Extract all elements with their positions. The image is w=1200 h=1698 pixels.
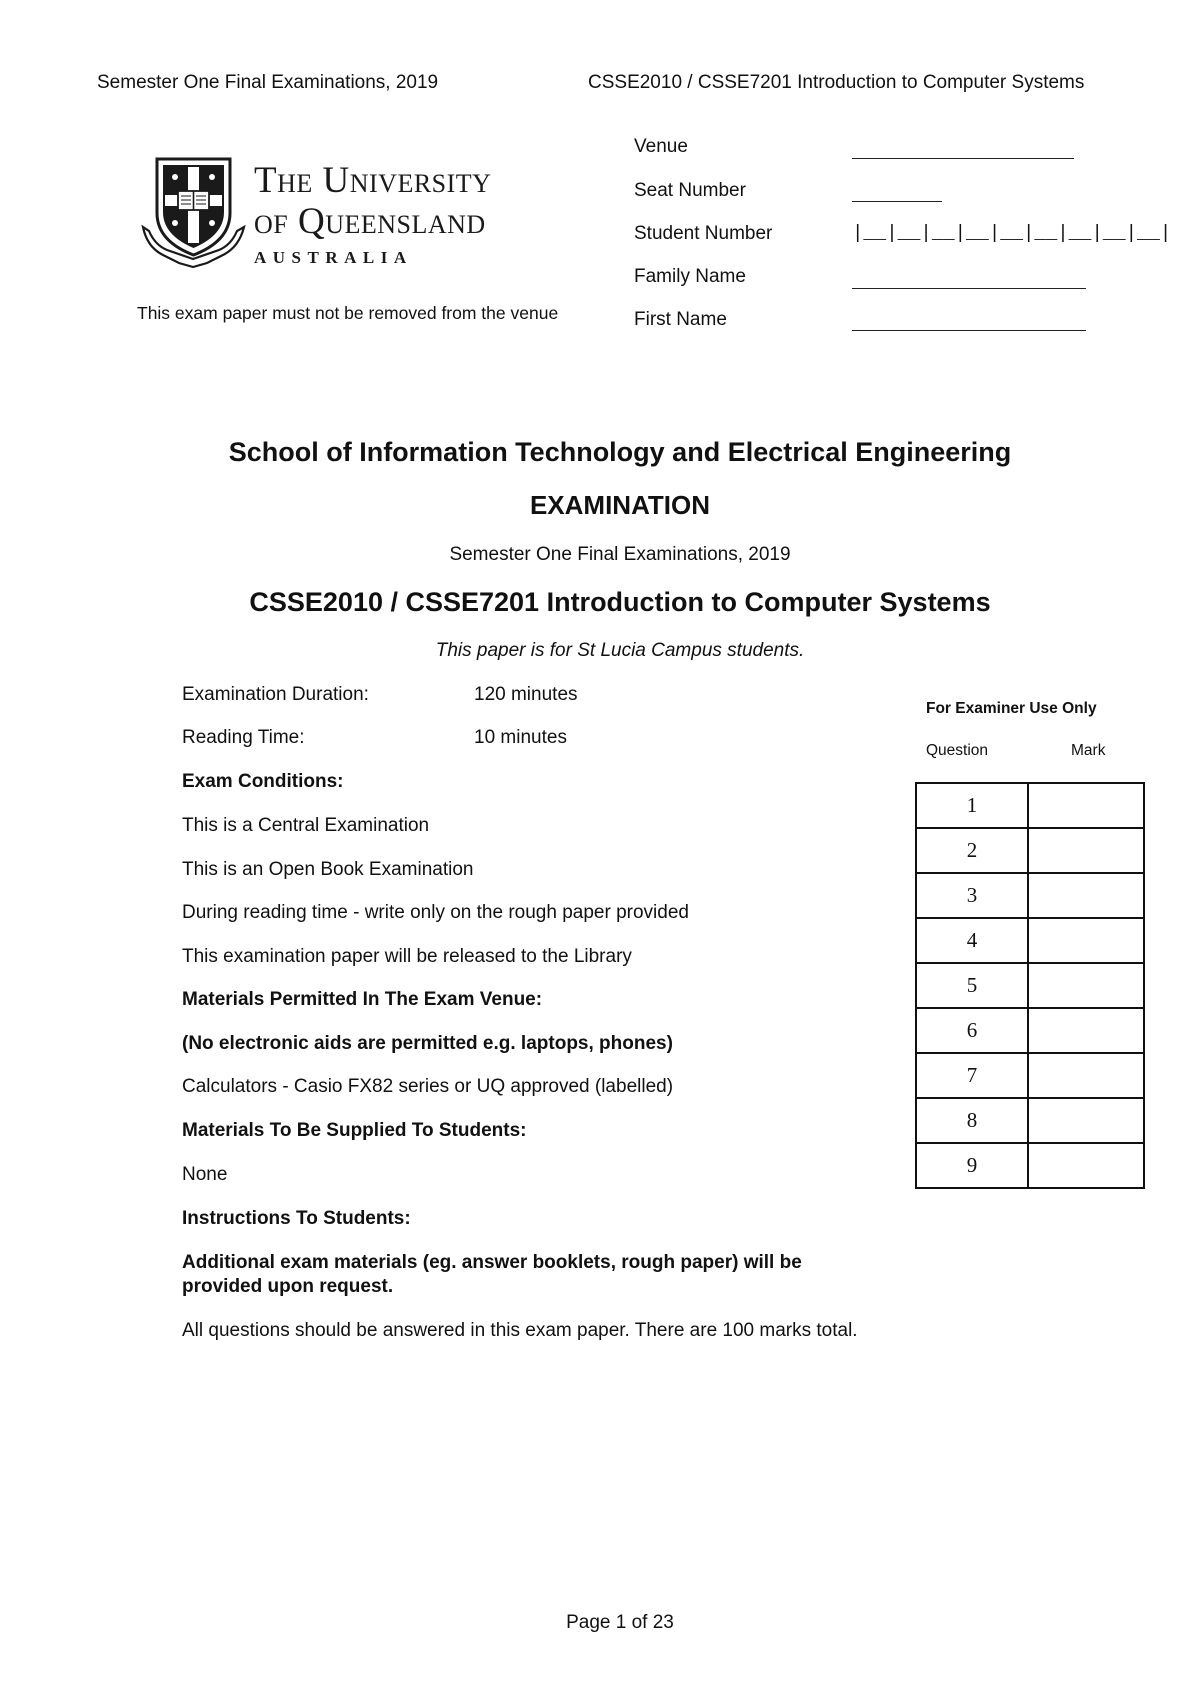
venue-field[interactable] — [852, 158, 1074, 159]
question-number: 8 — [916, 1098, 1028, 1143]
first-name-label: First Name — [634, 309, 727, 330]
question-number: 6 — [916, 1008, 1028, 1053]
mark-cell[interactable] — [1028, 828, 1144, 873]
mark-table-row — [916, 1098, 1144, 1143]
mark-cell[interactable] — [1028, 873, 1144, 918]
mark-table-row — [916, 783, 1144, 828]
examiner-mark-table — [915, 782, 1145, 1189]
instructions-heading: Instructions To Students: — [182, 1208, 411, 1229]
examiner-heading: For Examiner Use Only — [926, 700, 1097, 717]
mark-table-row — [916, 1053, 1144, 1098]
seat-number-label: Seat Number — [634, 180, 746, 201]
condition-open-book: This is an Open Book Examination — [182, 859, 474, 880]
header-left: Semester One Final Examinations, 2019 — [97, 72, 439, 93]
seat-number-field[interactable] — [852, 201, 942, 202]
question-number: 5 — [916, 963, 1028, 1008]
mark-table-row — [916, 963, 1144, 1008]
mark-cell[interactable] — [1028, 918, 1144, 963]
mark-cell[interactable] — [1028, 1143, 1144, 1188]
page-number: Page 1 of 23 — [566, 1612, 674, 1633]
mark-table-row — [916, 1008, 1144, 1053]
mark-table-row — [916, 918, 1144, 963]
course-title: CSSE2010 / CSSE7201 Introduction to Computer Systems — [249, 587, 991, 617]
materials-item: Calculators - Casio FX82 series or UQ approved (labelled) — [182, 1076, 674, 1097]
materials-note: (No electronic aids are permitted e.g. laptops, phones) — [182, 1033, 673, 1054]
family-name-label: Family Name — [634, 266, 746, 287]
logo-line-3: AUSTRALIA — [254, 248, 413, 267]
condition-central: This is a Central Examination — [182, 815, 430, 836]
examination-title: EXAMINATION — [529, 490, 711, 520]
question-number: 3 — [916, 873, 1028, 918]
mark-column-header: Mark — [1071, 742, 1106, 759]
instructions-line-2: provided upon request. — [182, 1276, 394, 1297]
question-number: 9 — [916, 1143, 1028, 1188]
semester-line: Semester One Final Examinations, 2019 — [449, 544, 791, 565]
supplied-heading: Materials To Be Supplied To Students: — [182, 1120, 527, 1141]
question-number: 4 — [916, 918, 1028, 963]
mark-cell[interactable] — [1028, 783, 1144, 828]
condition-library: This examination paper will be released to the Library — [182, 946, 632, 967]
duration-value: 120 minutes — [474, 684, 578, 705]
instructions-final: All questions should be answered in this exam paper. There are 100 marks total. — [182, 1320, 858, 1341]
instructions-line-1: Additional exam materials (eg. answer booklets, rough paper) will be — [182, 1252, 802, 1273]
first-name-field[interactable] — [852, 330, 1086, 331]
university-crest-icon — [141, 155, 246, 273]
condition-reading-time: During reading time - write only on the rough paper provided — [182, 902, 689, 923]
mark-table-row — [916, 1143, 1144, 1188]
header-right: CSSE2010 / CSSE7201 Introduction to Computer Systems — [588, 72, 1085, 93]
mark-table-row — [916, 828, 1144, 873]
question-column-header: Question — [926, 742, 989, 759]
logo-line-1: The University — [254, 160, 492, 201]
conditions-heading: Exam Conditions: — [182, 771, 344, 792]
student-number-field[interactable]: |__|__|__|__|__|__|__|__|__| — [852, 222, 1172, 244]
logo-line-2: of Queensland — [254, 201, 486, 242]
materials-heading: Materials Permitted In The Exam Venue: — [182, 989, 543, 1010]
reading-time-label: Reading Time: — [182, 727, 305, 748]
student-number-label: Student Number — [634, 223, 773, 244]
question-number: 7 — [916, 1053, 1028, 1098]
mark-cell[interactable] — [1028, 963, 1144, 1008]
mark-cell[interactable] — [1028, 1053, 1144, 1098]
family-name-field[interactable] — [852, 288, 1086, 289]
question-number: 2 — [916, 828, 1028, 873]
supplied-item: None — [182, 1164, 228, 1185]
question-number: 1 — [916, 783, 1028, 828]
mark-cell[interactable] — [1028, 1098, 1144, 1143]
mark-cell[interactable] — [1028, 1008, 1144, 1053]
university-wordmark — [254, 160, 491, 268]
venue-label: Venue — [634, 136, 688, 157]
mark-table-row — [916, 873, 1144, 918]
school-title: School of Information Technology and Electrical Engineering — [228, 437, 1012, 467]
reading-time-value: 10 minutes — [474, 727, 567, 748]
campus-note: This paper is for St Lucia Campus students. — [435, 640, 805, 661]
duration-label: Examination Duration: — [182, 684, 369, 705]
removal-notice: This exam paper must not be removed from the venue — [137, 303, 559, 323]
